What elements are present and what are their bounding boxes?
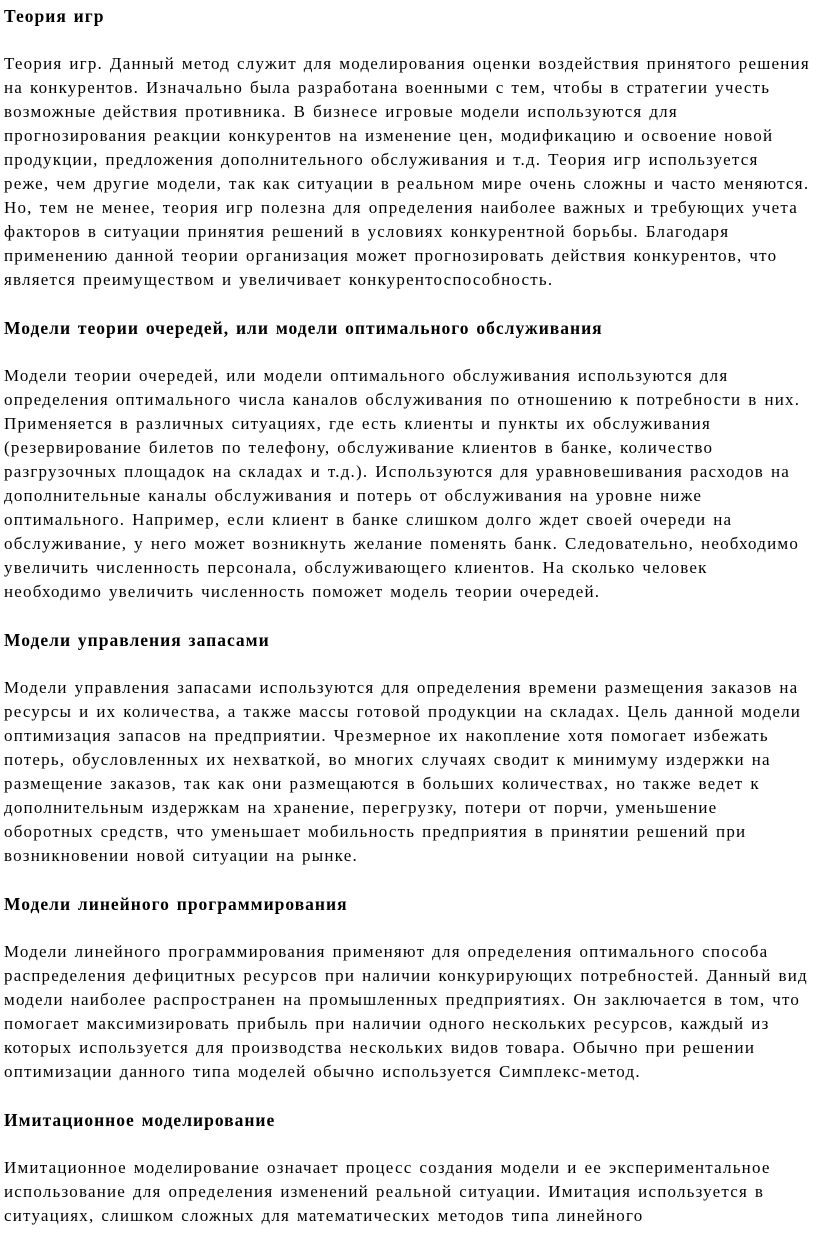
section-paragraph-queue-theory-models: Модели теории очередей, или модели оптимального обслуживания используются для определения оптимального числа каналов обслуживания по отношению к потребности в них. Применяется в различных ситуациях, где есть клиенты и пункты их обслуживания (резервирование билетов по телефону, обслуживание клиентов в банке, количество разгрузочных площадок на складах и т.д.). Используются для уравновешивания расходов на дополнительные каналы обслуживания и потерь от обслуживания на уровне ниже оптимального. Например, если клиент в банке слишком долго ждет своей очереди на обслуживание, у него может возникнуть желание поменять банк. Следовательно, необходимо увеличить численность персонала, обслуживающего клиентов. На сколько человек необходимо увеличить численность поможет модель теории очередей. xyxy=(4,366,801,601)
section-heading-linear-programming-models: Модели линейного программирования xyxy=(4,894,348,914)
section-queue-theory-models xyxy=(4,316,810,604)
section-game-theory xyxy=(4,4,810,292)
section-simulation-modeling xyxy=(4,1108,810,1228)
section-paragraph-inventory-management-models: Модели управления запасами используются для определения времени размещения заказов на ресурсы и их количества, а также массы готовой продукции на складах. Цель данной модели оптимизация запасов на предприятии. Чрезмерное их накопление хотя помогает избежать потерь, обусловленных их нехваткой, во многих случаях сводит к минимуму издержки на размещение заказов, так как они размещаются в больших количествах, но также ведет к дополнительным издержкам на хранение, перегрузку, потери от порчи, уменьшение оборотных средств, что уменьшает мобильность предприятия в принятии решений при возникновении новой ситуации на рынке. xyxy=(4,678,802,865)
section-paragraph-simulation-modeling: Имитационное моделирование означает процесс создания модели и ее экспериментальное использование для определения изменений реальной ситуации. Имитация используется в ситуациях, слишком сложных для математических методов типа линейного xyxy=(4,1158,771,1225)
section-heading-game-theory: Теория игр xyxy=(4,6,105,26)
section-inventory-management-models xyxy=(4,628,810,868)
section-heading-inventory-management-models: Модели управления запасами xyxy=(4,630,270,650)
section-heading-queue-theory-models: Модели теории очередей, или модели оптимального обслуживания xyxy=(4,318,603,338)
section-paragraph-linear-programming-models: Модели линейного программирования применяют для определения оптимального способа распределения дефицитных ресурсов при наличии конкурирующих потребностей. Данный вид модели наиболее распространен на промышленных предприятиях. Он заключается в том, что помогает максимизировать прибыль при наличии одного нескольких ресурсов, каждый из которых используется для производства нескольких видов товара. Обычно при решении оптимизации данного типа моделей обычно используется Симплекс-метод. xyxy=(4,942,808,1081)
section-paragraph-game-theory: Теория игр. Данный метод служит для моделирования оценки воздействия принятого решения на конкурентов. Изначально была разработана военными с тем, чтобы в стратегии учесть возможные действия противника. В бизнесе игровые модели используются для прогнозирования реакции конкурентов на изменение цен, модификацию и освоение новой продукции, предложения дополнительного обслуживания и т.д. Теория игр используется реже, чем другие модели, так как ситуации в реальном мире очень сложны и часто меняются. Но, тем не менее, теория игр полезна для определения наиболее важных и требующих учета факторов в ситуации принятия решений в условиях конкурентной борьбы. Благодаря применению данной теории организация может прогнозировать действия конкурентов, что является преимуществом и увеличивает конкурентоспособность. xyxy=(4,54,810,289)
section-linear-programming-models xyxy=(4,892,810,1084)
section-heading-simulation-modeling: Имитационное моделирование xyxy=(4,1110,276,1130)
